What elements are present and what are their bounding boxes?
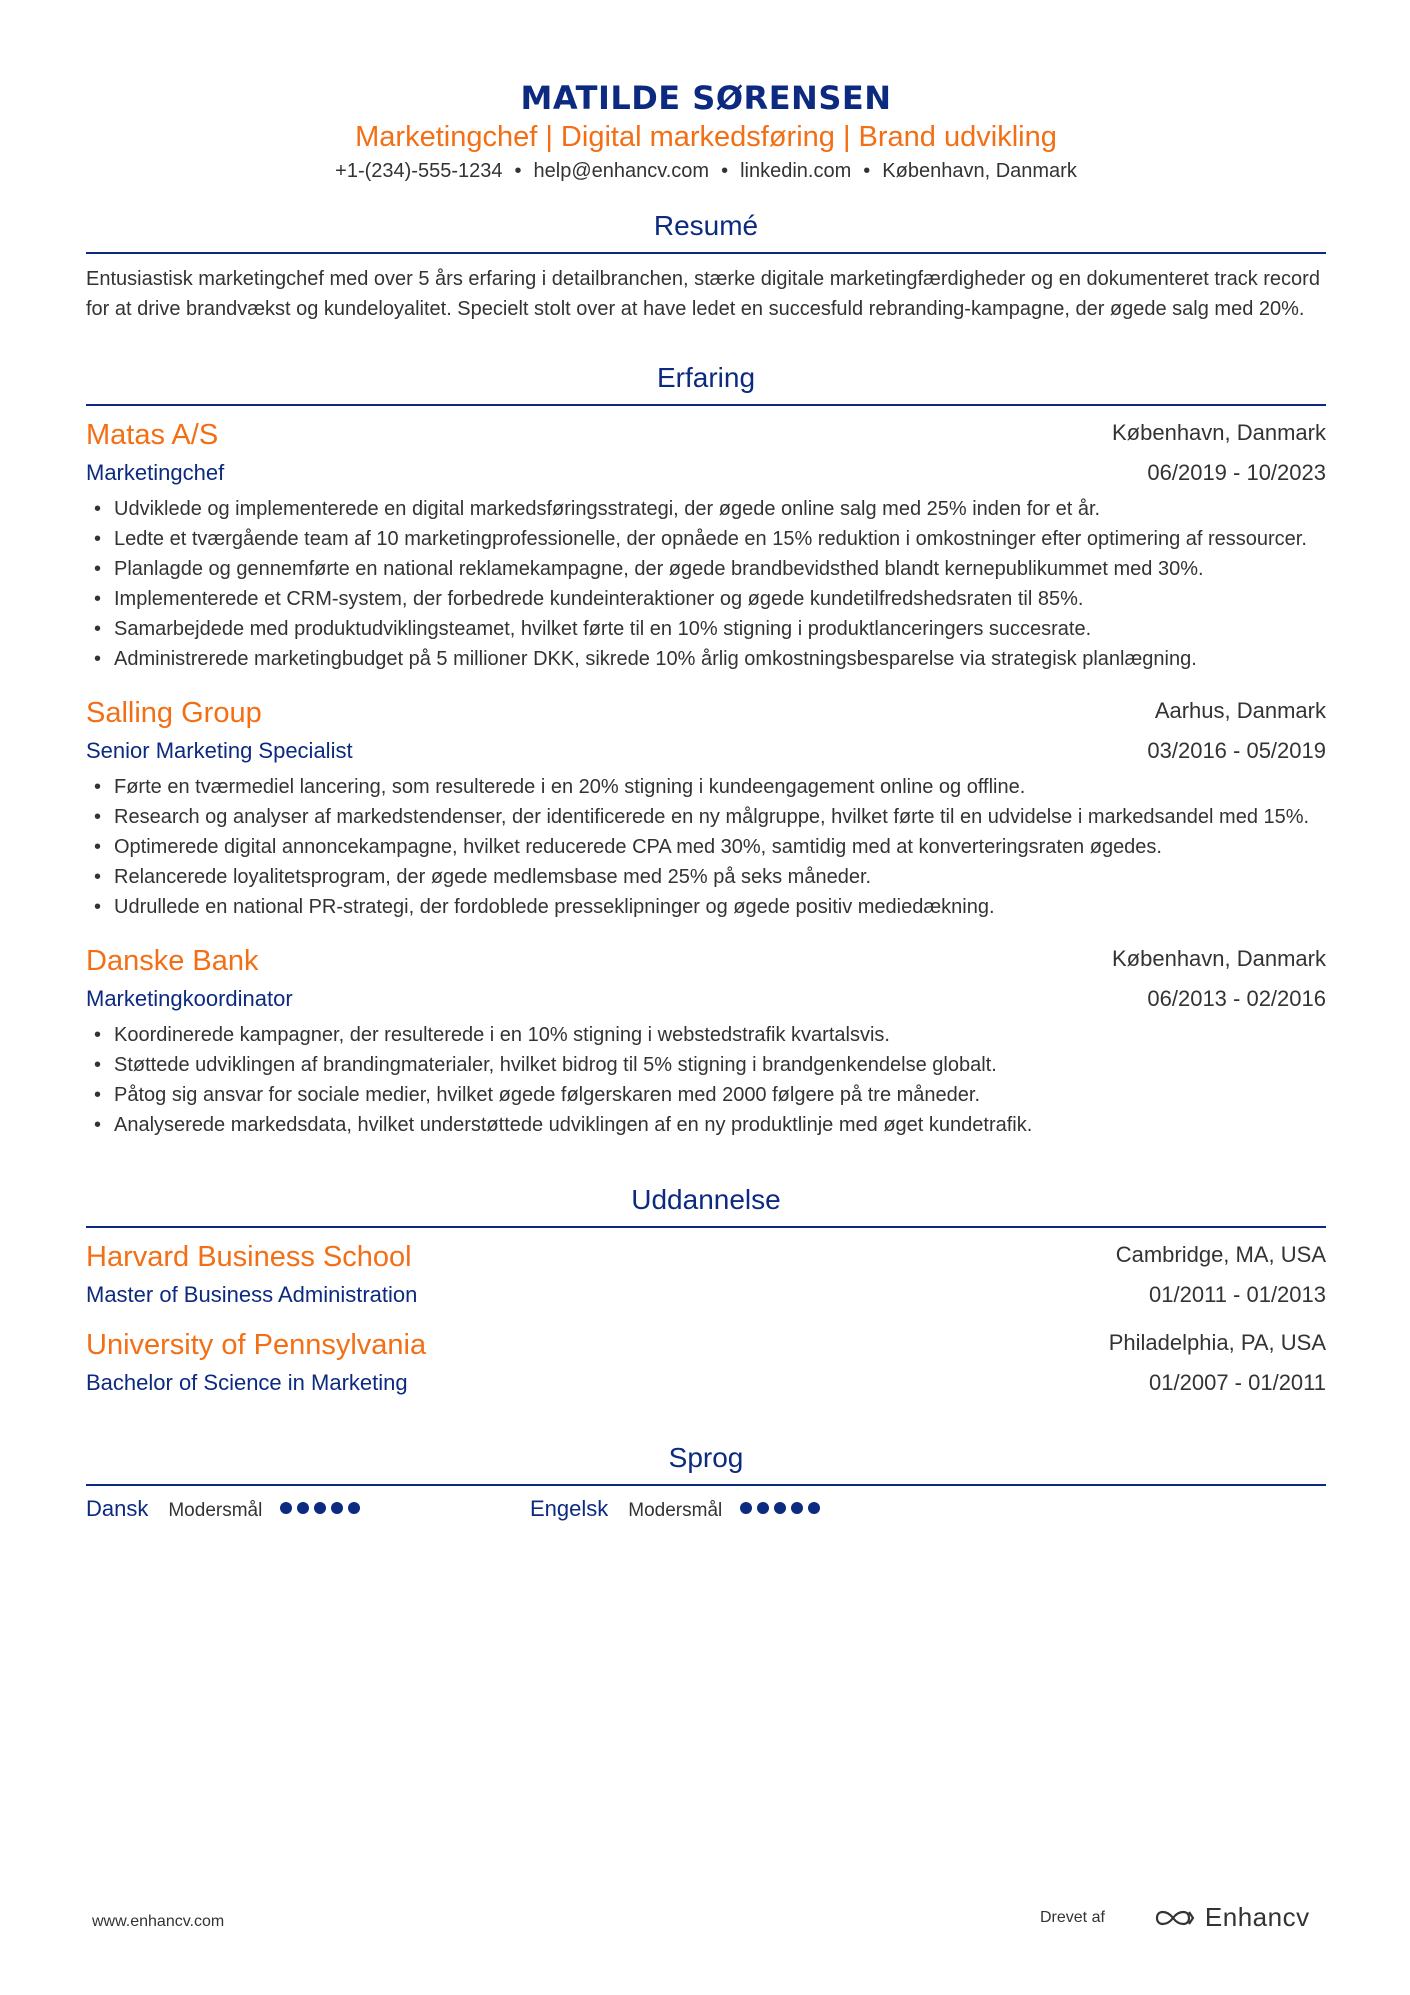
education-entry [86,1326,1326,1402]
languages-section [86,1440,1326,1536]
degree-name: Master of Business Administration [86,1282,418,1307]
bullet-separator: • [721,160,729,182]
list-item: • Påtog sig ansvar for sociale medier, hvilket øgede følgerskaren med 2000 følgere på tre måneder. [86,1080,1326,1110]
list-item: • Research og analyser af markedstendenser, der identificerede en ny målgruppe, hvilket førte til en udvidelse i markedsandel med 15%. [86,802,1326,832]
contact-line [86,156,1326,186]
list-item: • Relancerede loyalitetsprogram, der øgede medlemsbase med 25% på seks måneder. [86,862,1326,892]
list-item: • Analyserede markedsdata, hvilket understøttede udviklingen af en ny produktlinje med øget kundetrafik. [86,1110,1326,1140]
job-dates: 06/2013 - 02/2016 [1147,986,1326,1011]
experience-section [86,360,1326,1140]
enhancv-logo-icon [1153,1906,1197,1930]
language-level: Modersmål [168,1500,263,1521]
resume-page [86,0,1326,1536]
candidate-title: Marketingchef | Digital markedsføring | Brand udvikling [355,121,1057,153]
contact-linkedin[interactable]: linkedin.com [740,160,852,182]
school-location: Philadelphia, PA, USA [1108,1330,1326,1355]
language-item [530,1496,820,1522]
education-dates: 01/2011 - 01/2013 [1149,1282,1326,1307]
powered-by-label: Drevet af [1040,1908,1105,1926]
section-divider [86,1226,1326,1228]
candidate-name: MATILDE SØRENSEN [520,79,892,117]
resume-header [86,0,1326,186]
list-item: • Administrerede marketingbudget på 5 millioner DKK, sikrede 10% årlig omkostningsbesparelse via strategisk planlægning. [86,644,1326,674]
job-role: Senior Marketing Specialist [86,738,353,763]
section-title-languages: Sprog [668,1442,744,1473]
list-item: • Planlagde og gennemførte en national reklamekampagne, der øgede brandbevidsthed blandt kernepublikummet med 30%. [86,554,1326,584]
rating-dot [280,1502,292,1514]
school-location: Cambridge, MA, USA [1115,1242,1326,1267]
language-list [86,1496,1326,1536]
list-item: • Implementerede et CRM-system, der forbedrede kundeinteraktioner og øgede kundetilfredshedsraten til 85%. [86,584,1326,614]
brand-name: Enhancv [1204,1902,1310,1932]
list-item: • Støttede udviklingen af brandingmaterialer, hvilket bidrog til 5% stigning i brandgenkendelse globalt. [86,1050,1326,1080]
rating-dot [740,1502,752,1514]
language-item [86,1496,360,1522]
section-divider [86,404,1326,406]
list-item: • Optimerede digital annoncekampagne, hvilket reducerede CPA med 30%, samtidig med at konverteringsraten øgedes. [86,832,1326,862]
bullet-separator: • [514,160,522,182]
list-item: • Udrullede en national PR-strategi, der fordoblede presseklipninger og øgede positiv mediedækning. [86,892,1326,922]
rating-dot [791,1502,803,1514]
achievement-list [86,772,1326,922]
footer-website[interactable]: www.enhancv.com [92,1913,225,1930]
section-divider [86,252,1326,254]
education-dates: 01/2007 - 01/2011 [1149,1370,1326,1395]
list-item: • Førte en tværmediel lancering, som resulterede i en 20% stigning i kundeengagement online og offline. [86,772,1326,802]
language-rating [280,1502,360,1514]
section-divider [86,1484,1326,1486]
school-name: University of Pennsylvania [86,1329,427,1361]
achievement-list [86,494,1326,674]
rating-dot [297,1502,309,1514]
rating-dot [808,1502,820,1514]
achievement-list [86,1020,1326,1140]
job-role: Marketingkoordinator [86,986,293,1011]
job-location: København, Danmark [1112,420,1326,445]
experience-entry [86,694,1326,922]
job-location: København, Danmark [1112,946,1326,971]
section-title-summary: Resumé [653,210,759,241]
contact-email[interactable]: help@enhancv.com [533,160,710,182]
list-item: • Samarbejdede med produktudviklingsteamet, hvilket førte til en 10% stigning i produktlanceringers succesrate. [86,614,1326,644]
footer-branding [1040,1902,1310,1933]
language-name: Dansk [86,1496,149,1521]
rating-dot [757,1502,769,1514]
experience-entry [86,942,1326,1140]
job-dates: 03/2016 - 05/2019 [1147,738,1326,763]
language-name: Engelsk [530,1496,609,1521]
experience-entry [86,416,1326,674]
degree-name: Bachelor of Science in Marketing [86,1370,408,1395]
company-name: Danske Bank [86,945,259,977]
rating-dot [314,1502,326,1514]
contact-phone: +1-(234)-555-1234 [335,160,503,182]
summary-text: Entusiastisk marketingchef med over 5 års erfaring i detailbranchen, stærke digitale marketingfærdigheder og en dokumenteret track record for at drive brandvækst og kundeloyalitet. Specielt stolt over at have ledet en succesfuld rebranding-kampagne, der øgede salg med 20%. [86,268,1320,320]
company-name: Matas A/S [86,419,219,451]
language-rating [740,1502,820,1514]
company-name: Salling Group [86,697,262,729]
education-entry [86,1238,1326,1314]
job-role: Marketingchef [86,460,225,485]
rating-dot [331,1502,343,1514]
section-title-education: Uddannelse [631,1184,781,1215]
list-item: • Ledte et tværgående team af 10 marketingprofessionelle, der opnåede en 15% reduktion i omkostninger efter optimering af ressourcer. [86,524,1326,554]
school-name: Harvard Business School [86,1241,412,1273]
list-item: • Udviklede og implementerede en digital markedsføringsstrategi, der øgede online salg med 25% inden for et år. [86,494,1326,524]
language-level: Modersmål [628,1500,723,1521]
list-item: • Koordinerede kampagner, der resulterede i en 10% stigning i webstedstrafik kvartalsvis. [86,1020,1326,1050]
section-title-experience: Erfaring [656,362,756,393]
rating-dot [348,1502,360,1514]
summary-section [86,208,1326,324]
brand-logo[interactable] [1153,1902,1310,1933]
rating-dot [774,1502,786,1514]
job-location: Aarhus, Danmark [1154,698,1326,723]
education-section [86,1182,1326,1402]
job-dates: 06/2019 - 10/2023 [1147,460,1326,485]
contact-location: København, Danmark [882,160,1077,182]
bullet-separator: • [863,160,871,182]
